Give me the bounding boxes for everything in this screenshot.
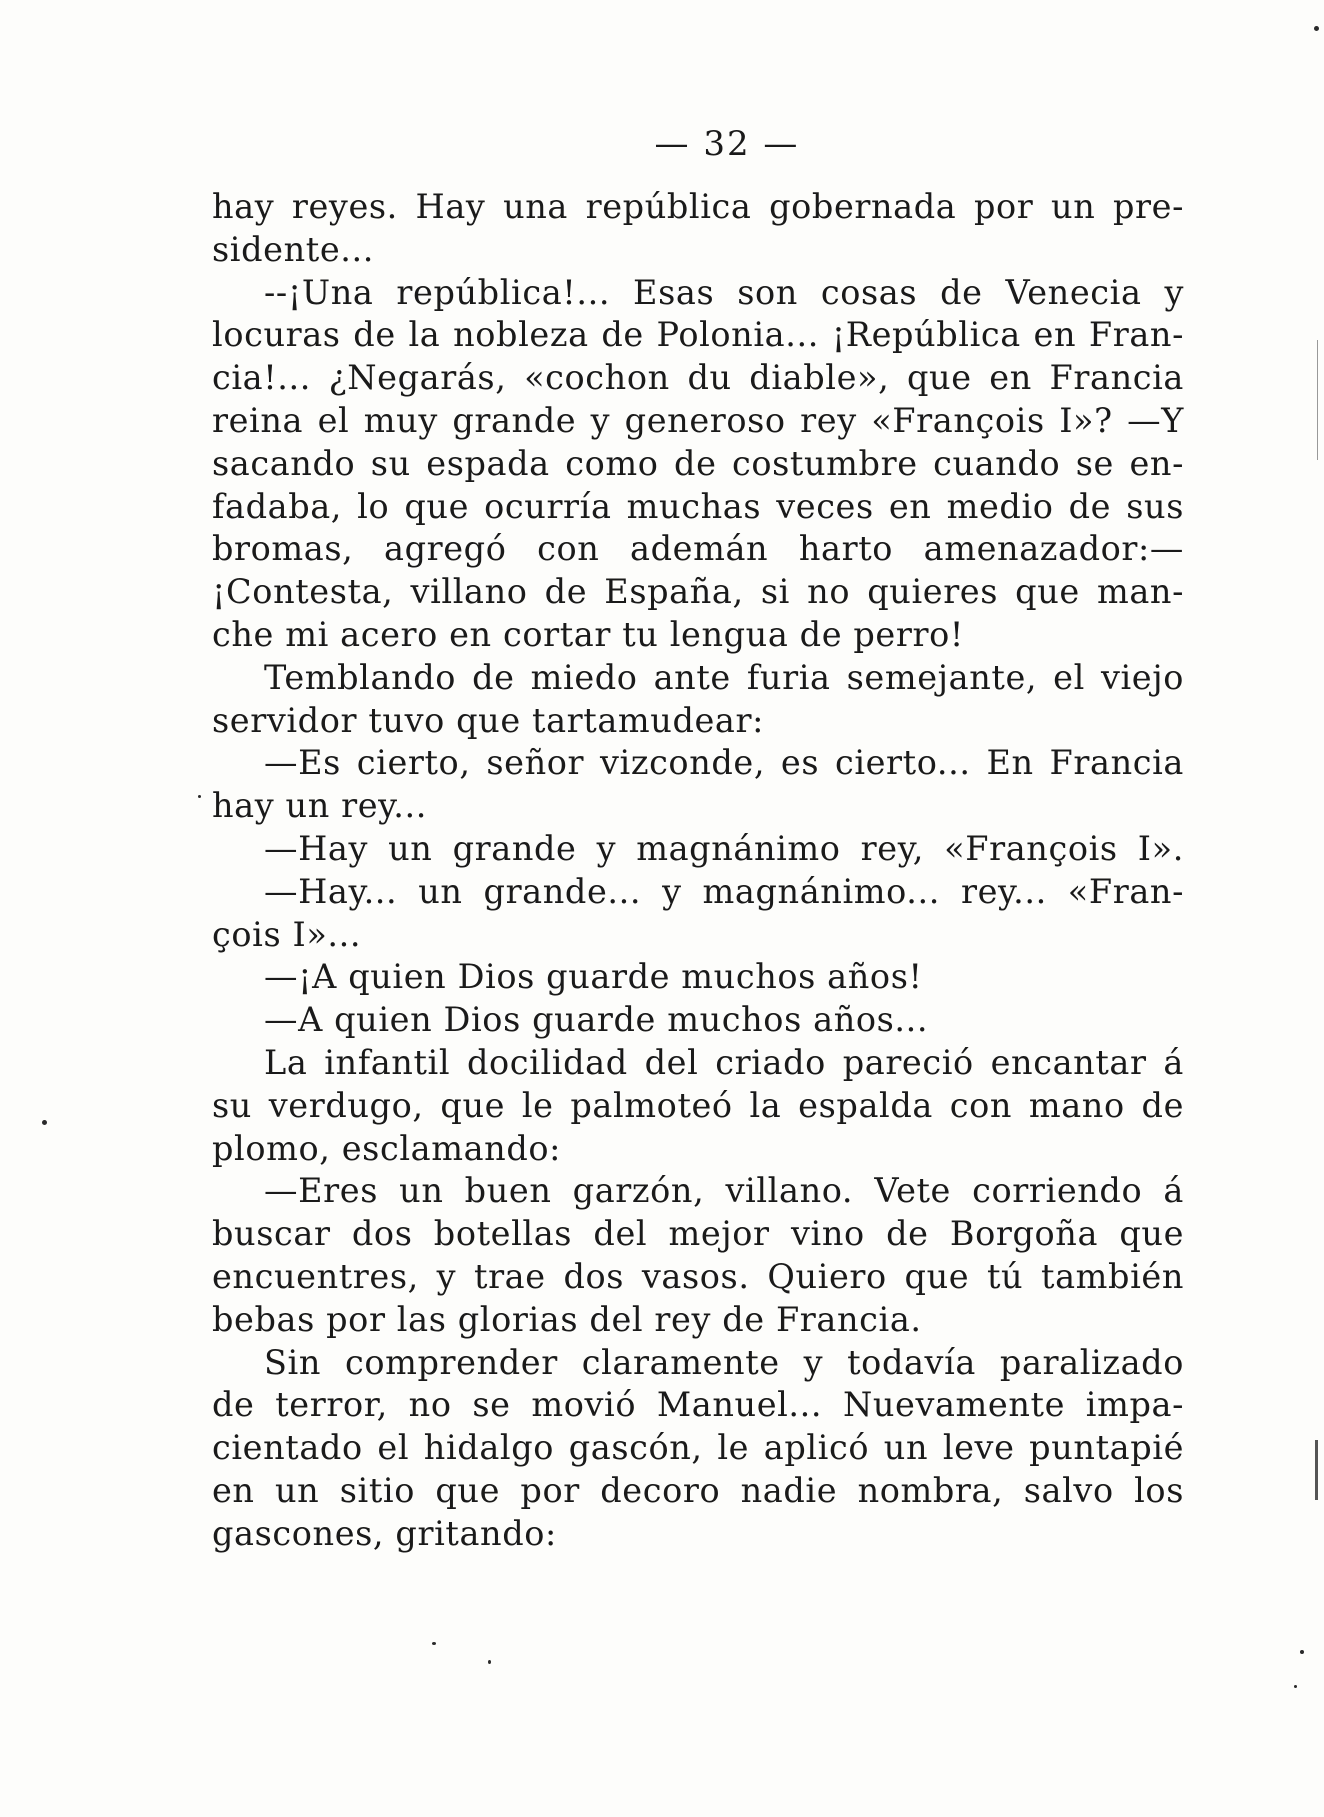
text-line: La infantil docilidad del criado pareció encantar á	[264, 1042, 1184, 1082]
text-line: bebas por las glorias del rey de Francia.	[212, 1299, 922, 1339]
text-line: en un sitio que por decoro nadie nombra, salvo los	[212, 1470, 1184, 1510]
scan-speck	[488, 1660, 491, 1664]
text-line: —Hay... un grande... y magnánimo... rey... «Fran-	[264, 871, 1184, 911]
scan-speck	[198, 795, 201, 798]
text-line: che mi acero en cortar tu lengua de perro!	[212, 614, 964, 654]
scan-edge-mark	[1315, 1440, 1318, 1500]
text-line: cia!... ¿Negarás, «cochon du diable», que en Francia	[212, 358, 1184, 398]
text-line: bromas, agregó con ademán harto amenazador:—	[212, 529, 1184, 569]
text-line: su verdugo, que le palmoteó la espalda con mano de	[212, 1085, 1184, 1125]
scan-speck	[42, 1120, 47, 1125]
text-line: —Hay un grande y magnánimo rey, «François I».	[264, 828, 1184, 868]
text-line: locuras de la nobleza de Polonia... ¡República en Fran-	[212, 315, 1184, 355]
text-line: gascones, gritando:	[212, 1513, 557, 1553]
text-line: hay reyes. Hay una república gobernada por un pre-	[212, 187, 1184, 226]
body-text	[212, 186, 1184, 1556]
text-line: buscar dos botellas del mejor vino de Borgoña que	[212, 1214, 1184, 1254]
scan-speck	[1314, 26, 1319, 31]
text-line: —A quien Dios guarde muchos años...	[264, 1000, 929, 1040]
text-line: ¡Contesta, villano de España, si no quieres que man-	[212, 572, 1184, 612]
text-line: sacando su espada como de costumbre cuando se en-	[212, 443, 1184, 483]
text-line: Temblando de miedo ante furia semejante, el viejo	[264, 657, 1184, 697]
text-line: cientado el hidalgo gascón, le aplicó un leve puntapié	[212, 1428, 1184, 1468]
scan-speck	[1300, 1650, 1304, 1654]
scan-edge-mark	[1317, 340, 1318, 460]
text-line: encuentres, y trae dos vasos. Quiero que tú también	[212, 1256, 1184, 1296]
page-number: — 32 —	[654, 124, 800, 164]
scan-speck	[1294, 1685, 1297, 1688]
text-line: hay un rey...	[212, 786, 427, 826]
text-line: servidor tuvo que tartamudear:	[212, 700, 764, 740]
text-line: —Eres un buen garzón, villano. Vete corriendo á	[264, 1171, 1184, 1211]
scan-speck	[432, 1642, 436, 1645]
text-line: sidente...	[212, 229, 374, 269]
text-line: Sin comprender claramente y todavía paralizado	[264, 1342, 1184, 1382]
text-line: çois I»...	[212, 914, 362, 954]
text-line: reina el muy grande y generoso rey «François I»? —Y	[212, 400, 1184, 440]
text-line: —Es cierto, señor vizconde, es cierto... En Francia	[264, 743, 1184, 783]
text-line: plomo, esclamando:	[212, 1128, 562, 1168]
text-line: --¡Una república!... Esas son cosas de Venecia y	[264, 272, 1184, 312]
text-line: —¡A quien Dios guarde muchos años!	[264, 957, 923, 997]
text-line: de terror, no se movió Manuel... Nuevamente impa-	[212, 1385, 1184, 1425]
text-line: fadaba, lo que ocurría muchas veces en medio de sus	[212, 486, 1184, 526]
